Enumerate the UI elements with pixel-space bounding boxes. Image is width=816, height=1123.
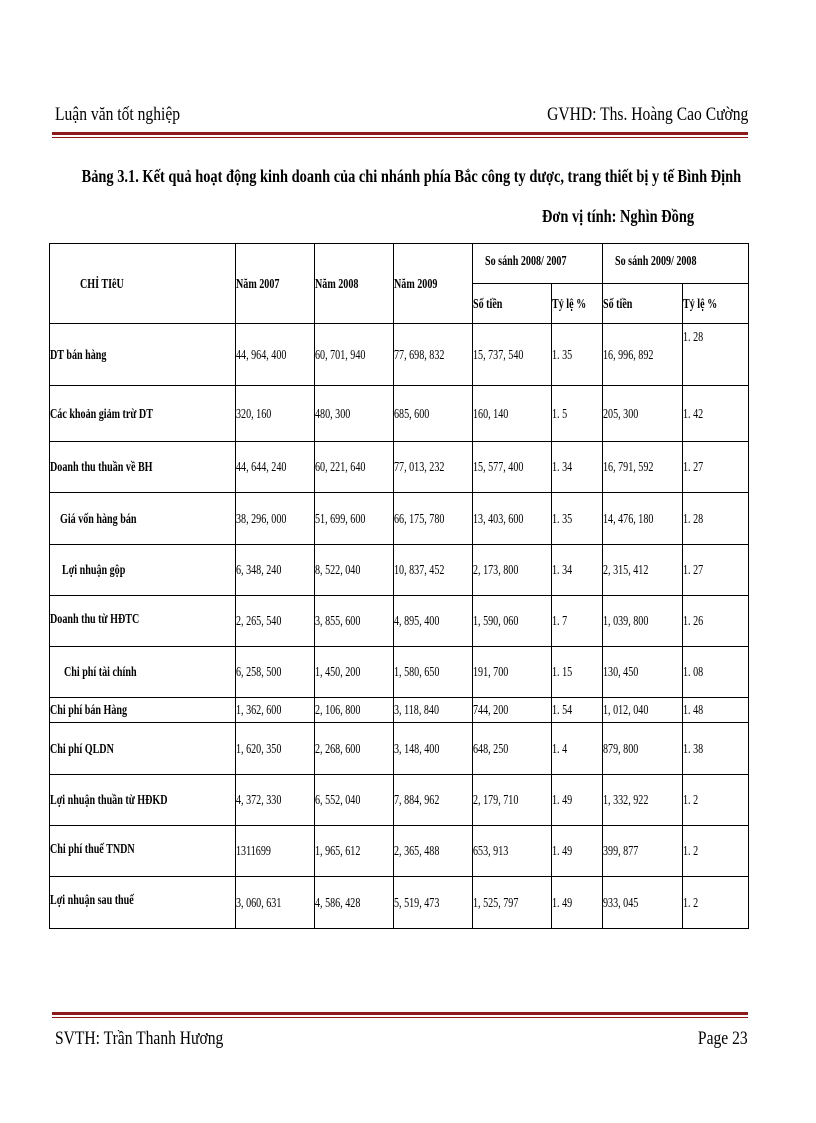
header-rule [52,132,748,135]
header-so-tien-2: Số tiền [603,284,683,324]
table-row [50,698,749,723]
table-row [50,442,749,493]
row-label: Lợi nhuận sau thuế [50,877,236,929]
header-2007: Năm 2007 [236,244,315,324]
header-thesis-label: Luận văn tốt nghiệp [55,104,181,125]
cell-so-tien-2: 16, 791, 592 [603,442,683,493]
row-label: Chi phí thuế TNDN [50,826,236,877]
table-row [50,545,749,596]
cell-2008: 2, 106, 800 [315,698,394,723]
row-label: Giá vốn hàng bán [50,493,236,545]
cell-2007: 6, 348, 240 [236,545,315,596]
table-row [50,596,749,647]
page-header [55,100,748,130]
cell-ty-le-2: 1. 38 [683,723,749,775]
cell-so-tien-1: 744, 200 [473,698,552,723]
cell-ty-le-1: 1. 34 [552,545,603,596]
cell-2009: 7, 884, 962 [394,775,473,826]
cell-2009: 5, 519, 473 [394,877,473,929]
cell-ty-le-2: 1. 08 [683,647,749,698]
cell-2009: 4, 895, 400 [394,596,473,647]
header-ty-le-1: Tỷ lệ % [552,284,603,324]
cell-ty-le-1: 1. 35 [552,324,603,386]
table-row [50,723,749,775]
table-title: Bảng 3.1. Kết quả hoạt động kinh doanh của chi nhánh phía Bắc công ty dược, trang thiết bị y tế Bình Định [81,166,742,186]
cell-ty-le-2: 1. 28 [683,493,749,545]
header-ty-le-2: Tỷ lệ % [683,284,749,324]
results-table [49,243,749,929]
header-chi-tieu: CHỈ TIêU [50,244,236,324]
row-label: Doanh thu từ HĐTC [50,596,236,647]
cell-so-tien-1: 1, 525, 797 [473,877,552,929]
footer-rule-thin [52,1017,748,1018]
cell-so-tien-2: 1, 332, 922 [603,775,683,826]
cell-so-tien-1: 15, 737, 540 [473,324,552,386]
cell-2009: 685, 600 [394,386,473,442]
row-label: Doanh thu thuần về BH [50,442,236,493]
header-so-tien-1: Số tiền [473,284,552,324]
cell-2009: 3, 118, 840 [394,698,473,723]
cell-2007: 1, 362, 600 [236,698,315,723]
cell-2007: 1, 620, 350 [236,723,315,775]
cell-2008: 6, 552, 040 [315,775,394,826]
cell-ty-le-1: 1. 7 [552,596,603,647]
cell-2008: 2, 268, 600 [315,723,394,775]
cell-2008: 60, 701, 940 [315,324,394,386]
cell-ty-le-1: 1. 54 [552,698,603,723]
cell-so-tien-2: 16, 996, 892 [603,324,683,386]
row-label: Chi phí QLDN [50,723,236,775]
table-row [50,775,749,826]
cell-2009: 66, 175, 780 [394,493,473,545]
table-row [50,647,749,698]
cell-2007: 4, 372, 330 [236,775,315,826]
cell-so-tien-2: 2, 315, 412 [603,545,683,596]
cell-ty-le-1: 1. 34 [552,442,603,493]
cell-2007: 320, 160 [236,386,315,442]
row-label: Chi phí tài chính [50,647,236,698]
cell-ty-le-1: 1. 49 [552,775,603,826]
cell-so-tien-1: 15, 577, 400 [473,442,552,493]
cell-ty-le-2: 1. 48 [683,698,749,723]
cell-2008: 60, 221, 640 [315,442,394,493]
table-row [50,877,749,929]
cell-2007: 44, 644, 240 [236,442,315,493]
cell-so-tien-1: 2, 179, 710 [473,775,552,826]
cell-2009: 3, 148, 400 [394,723,473,775]
header-rule-thin [52,137,748,138]
cell-so-tien-1: 653, 913 [473,826,552,877]
row-label: Lợi nhuận gộp [50,545,236,596]
cell-2007: 38, 296, 000 [236,493,315,545]
table-row [50,826,749,877]
row-label: DT bán hàng [50,324,236,386]
row-label: Lợi nhuận thuần từ HĐKD [50,775,236,826]
cell-2009: 77, 698, 832 [394,324,473,386]
cell-ty-le-2: 1. 2 [683,877,749,929]
cell-so-tien-1: 160, 140 [473,386,552,442]
row-label: Chi phí bán Hàng [50,698,236,723]
cell-ty-le-1: 1. 4 [552,723,603,775]
cell-ty-le-2: 1. 26 [683,596,749,647]
row-label: Các khoản giảm trừ DT [50,386,236,442]
cell-ty-le-2: 1. 2 [683,826,749,877]
cell-2008: 8, 522, 040 [315,545,394,596]
cell-so-tien-2: 879, 800 [603,723,683,775]
header-advisor: GVHD: Ths. Hoàng Cao Cường [546,104,748,125]
cell-so-tien-2: 399, 877 [603,826,683,877]
table-row [50,493,749,545]
cell-2007: 3, 060, 631 [236,877,315,929]
cell-ty-le-1: 1. 15 [552,647,603,698]
cell-so-tien-2: 14, 476, 180 [603,493,683,545]
footer-rule [52,1012,748,1015]
table-row [50,324,749,386]
header-compare-2009-2008: So sánh 2009/ 2008 [603,244,749,284]
cell-2008: 3, 855, 600 [315,596,394,647]
header-compare-2008-2007: So sánh 2008/ 2007 [473,244,603,284]
table-row [50,386,749,442]
cell-ty-le-2: 1. 42 [683,386,749,442]
cell-ty-le-2: 1. 2 [683,775,749,826]
cell-so-tien-2: 1, 012, 040 [603,698,683,723]
cell-so-tien-1: 2, 173, 800 [473,545,552,596]
cell-2009: 10, 837, 452 [394,545,473,596]
cell-2008: 1, 965, 612 [315,826,394,877]
cell-so-tien-1: 13, 403, 600 [473,493,552,545]
cell-so-tien-2: 130, 450 [603,647,683,698]
cell-2008: 480, 300 [315,386,394,442]
cell-so-tien-2: 933, 045 [603,877,683,929]
cell-so-tien-2: 205, 300 [603,386,683,442]
footer-page-number: Page 23 [698,1028,748,1049]
cell-2008: 1, 450, 200 [315,647,394,698]
header-2009: Năm 2009 [394,244,473,324]
cell-ty-le-1: 1. 49 [552,826,603,877]
cell-ty-le-1: 1. 5 [552,386,603,442]
cell-2008: 4, 586, 428 [315,877,394,929]
cell-ty-le-1: 1. 49 [552,877,603,929]
cell-so-tien-1: 1, 590, 060 [473,596,552,647]
cell-2009: 77, 013, 232 [394,442,473,493]
cell-so-tien-1: 648, 250 [473,723,552,775]
cell-2007: 6, 258, 500 [236,647,315,698]
cell-2007: 44, 964, 400 [236,324,315,386]
cell-2007: 2, 265, 540 [236,596,315,647]
cell-2007: 1311699 [236,826,315,877]
cell-so-tien-1: 191, 700 [473,647,552,698]
cell-ty-le-2: 1. 28 [683,324,749,386]
cell-2009: 1, 580, 650 [394,647,473,698]
cell-so-tien-2: 1, 039, 800 [603,596,683,647]
cell-2008: 51, 699, 600 [315,493,394,545]
cell-2009: 2, 365, 488 [394,826,473,877]
cell-ty-le-1: 1. 35 [552,493,603,545]
table-unit: Đơn vị tính: Nghìn Đồng [541,206,694,226]
footer-student: SVTH: Trần Thanh Hương [55,1028,224,1049]
header-2008: Năm 2008 [315,244,394,324]
cell-ty-le-2: 1. 27 [683,545,749,596]
cell-ty-le-2: 1. 27 [683,442,749,493]
